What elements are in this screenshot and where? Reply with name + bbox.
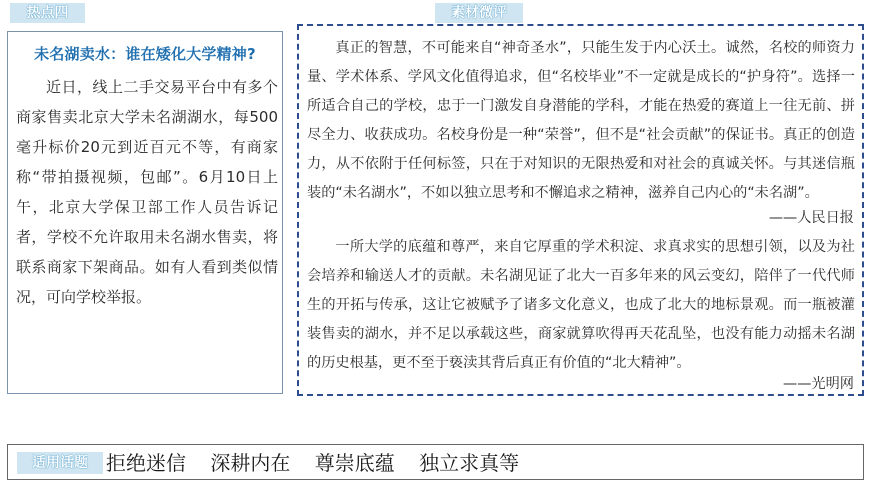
topic-item: 深耕内在 <box>210 451 291 475</box>
topic-item: 尊崇底蕴 <box>314 451 395 475</box>
review-paragraph-1: 真正的智慧，不可能来自“神奇圣水”，只能生发于内心沃土。诚然，名校的师资力量、学术体系、学风文化值得追求，但“名校毕业”不一定就是成长的“护身符”。选择一所适合自己的学校，忠于一门激发自身潜能的学科，才能在热爱的赛道上一往无前、拼尽全力、收获成功。名校身份是一种“荣誉”，但不是“社会贡献”的保证书。真正的创造力，从不依附于任何标签，只在于对知识的无限热爱和对社会的真诚关怀。与其迷信瓶装的“未名湖水”，不如以独立思考和不懈追求之精神，滋养自己内心的“未名湖”。 <box>307 40 855 201</box>
news-body: 近日，线上二手交易平台中有多个商家售卖北京大学未名湖湖水，每500毫升标价20元到近百元不等，有商家称“带拍摄视频，包邮”。6月10日上午，北京大学保卫部工作人员告诉记者，学校不允许取用未名湖水售卖，将联系商家下架商品。如有人看到类似情况，可向学校举报。 <box>16 78 278 306</box>
topics-bar <box>7 444 864 480</box>
news-title: 未名湖卖水：谁在矮化大学精神? <box>34 45 256 63</box>
review-paragraph-2: 一所大学的底蕴和尊严，来自它厚重的学术积淀、求真求实的思想引领，以及为社会培养和输送人才的贡献。未名湖见证了北大一百多年来的风云变幻，陪伴了一代代师生的开拓与传承，这让它被赋予了诸多文化意义，也成了北大的地标景观。而一瓶被灌装售卖的湖水，并不足以承载这些，商家就算吹得再天花乱坠，也没有能力动摇未名湖的历史根基，更不至于亵渎其背后真正有价值的“北大精神”。 <box>307 239 855 371</box>
review-source-1: ——人民日报 <box>768 210 854 226</box>
review-source-2: ——光明网 <box>783 376 854 392</box>
review-panel <box>297 24 864 396</box>
hotspot-tag: 热点四 <box>10 3 85 23</box>
topics-list <box>106 449 537 477</box>
topic-item: 拒绝迷信 <box>106 451 186 475</box>
review-tag: 素材微评 <box>435 3 523 23</box>
topics-label: 适用话题 <box>17 452 103 474</box>
topic-item: 独立求真等 <box>419 451 520 475</box>
news-panel <box>7 31 283 394</box>
